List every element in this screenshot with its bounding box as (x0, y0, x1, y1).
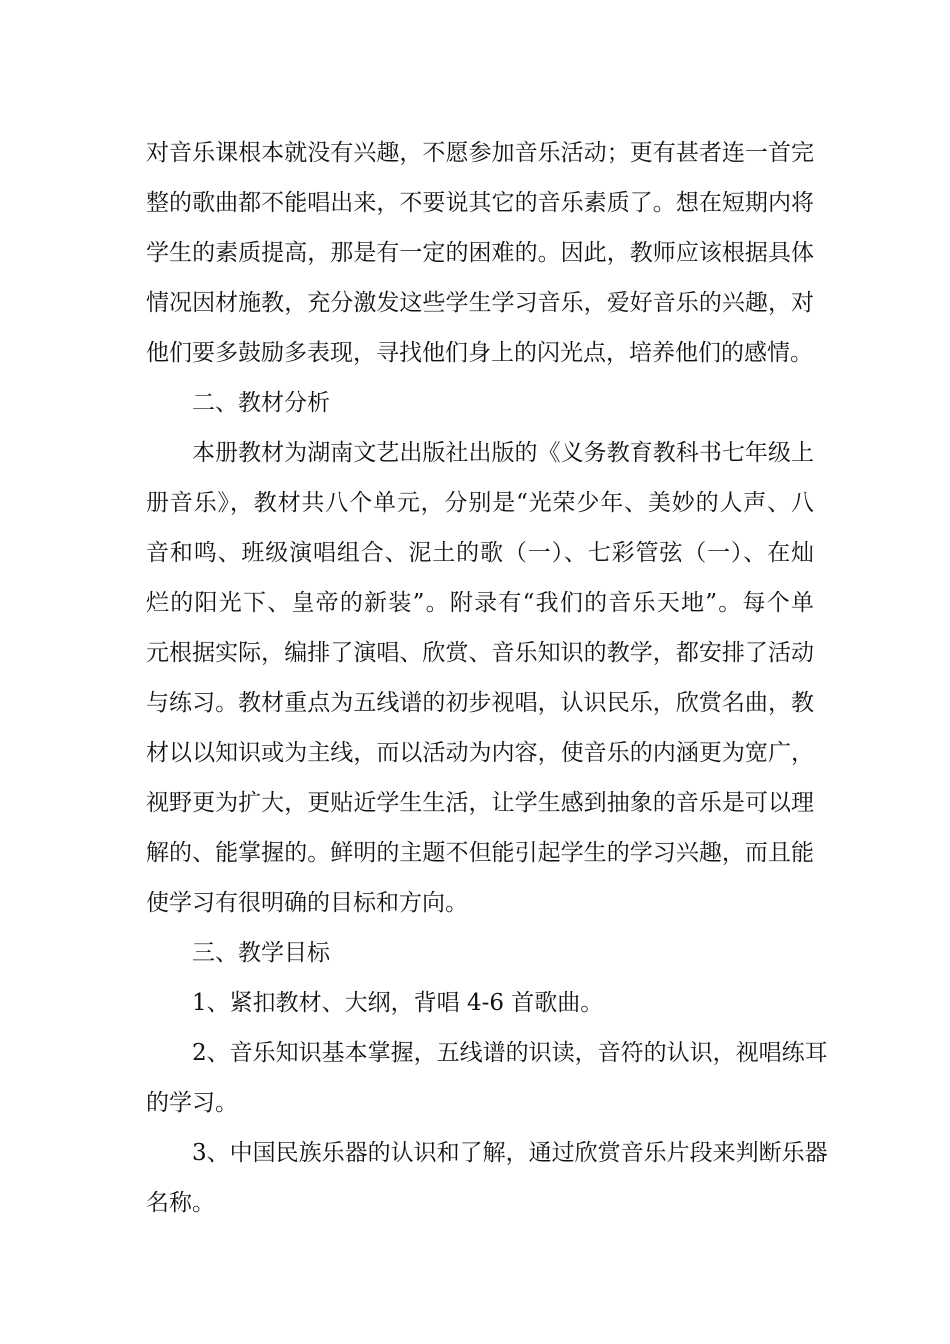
text-line: 视野更为扩大，更贴近学生生活，让学生感到抽象的音乐是可以理 (146, 790, 814, 816)
text-line: 1、紧扣教材、大纲，背唱 4-6 首歌曲。 (192, 990, 604, 1016)
goal-item-3 (146, 1128, 828, 1228)
goal-item-2 (146, 1028, 828, 1128)
text-line: 与练习。教材重点为五线谱的初步视唱，认识民乐，欣赏名曲，教 (146, 690, 814, 716)
text-line: 情况因材施教，充分激发这些学生学习音乐，爱好音乐的兴趣，对 (146, 290, 814, 316)
document-page (146, 128, 828, 1228)
text-line: 学生的素质提高，那是有一定的困难的。因此，教师应该根据具体 (146, 240, 814, 266)
text-line: 他们要多鼓励多表现，寻找他们身上的闪光点，培养他们的感情。 (146, 340, 813, 366)
section-heading-teaching-goals: 三、教学目标 (192, 940, 330, 966)
text-line: 烂的阳光下、皇帝的新装”。附录有“我们的音乐天地”。每个单 (146, 590, 814, 616)
text-line: 的学习。 (146, 1090, 238, 1116)
paragraph-intro-continued (146, 128, 814, 378)
text-line: 解的、能掌握的。鲜明的主题不但能引起学生的学习兴趣，而且能 (146, 840, 814, 866)
text-line: 本册教材为湖南文艺出版社出版的《义务教育教科书七年级上 (192, 440, 814, 466)
text-line: 名称。 (146, 1190, 215, 1216)
text-line: 使学习有很明确的目标和方向。 (146, 890, 468, 916)
section-heading-textbook-analysis: 二、教材分析 (192, 390, 330, 416)
text-line: 2、音乐知识基本掌握，五线谱的识读，音符的认识，视唱练耳 (192, 1040, 828, 1066)
goal-item-1 (146, 978, 814, 1028)
text-line: 册音乐》，教材共八个单元，分别是“光荣少年、美妙的人声、八 (146, 490, 814, 516)
text-line: 3、中国民族乐器的认识和了解，通过欣赏音乐片段来判断乐器 (192, 1140, 828, 1166)
text-line: 音和鸣、班级演唱组合、泥土的歌（一）、七彩管弦（一）、在灿 (146, 540, 814, 566)
paragraph-textbook-analysis (146, 428, 814, 928)
text-line: 材以以知识或为主线，而以活动为内容，使音乐的内涵更为宽广， (146, 740, 814, 766)
text-line: 对音乐课根本就没有兴趣，不愿参加音乐活动；更有甚者连一首完 (146, 140, 814, 166)
text-line: 整的歌曲都不能唱出来，不要说其它的音乐素质了。想在短期内将 (146, 190, 814, 216)
text-line: 元根据实际，编排了演唱、欣赏、音乐知识的教学，都安排了活动 (146, 640, 814, 666)
